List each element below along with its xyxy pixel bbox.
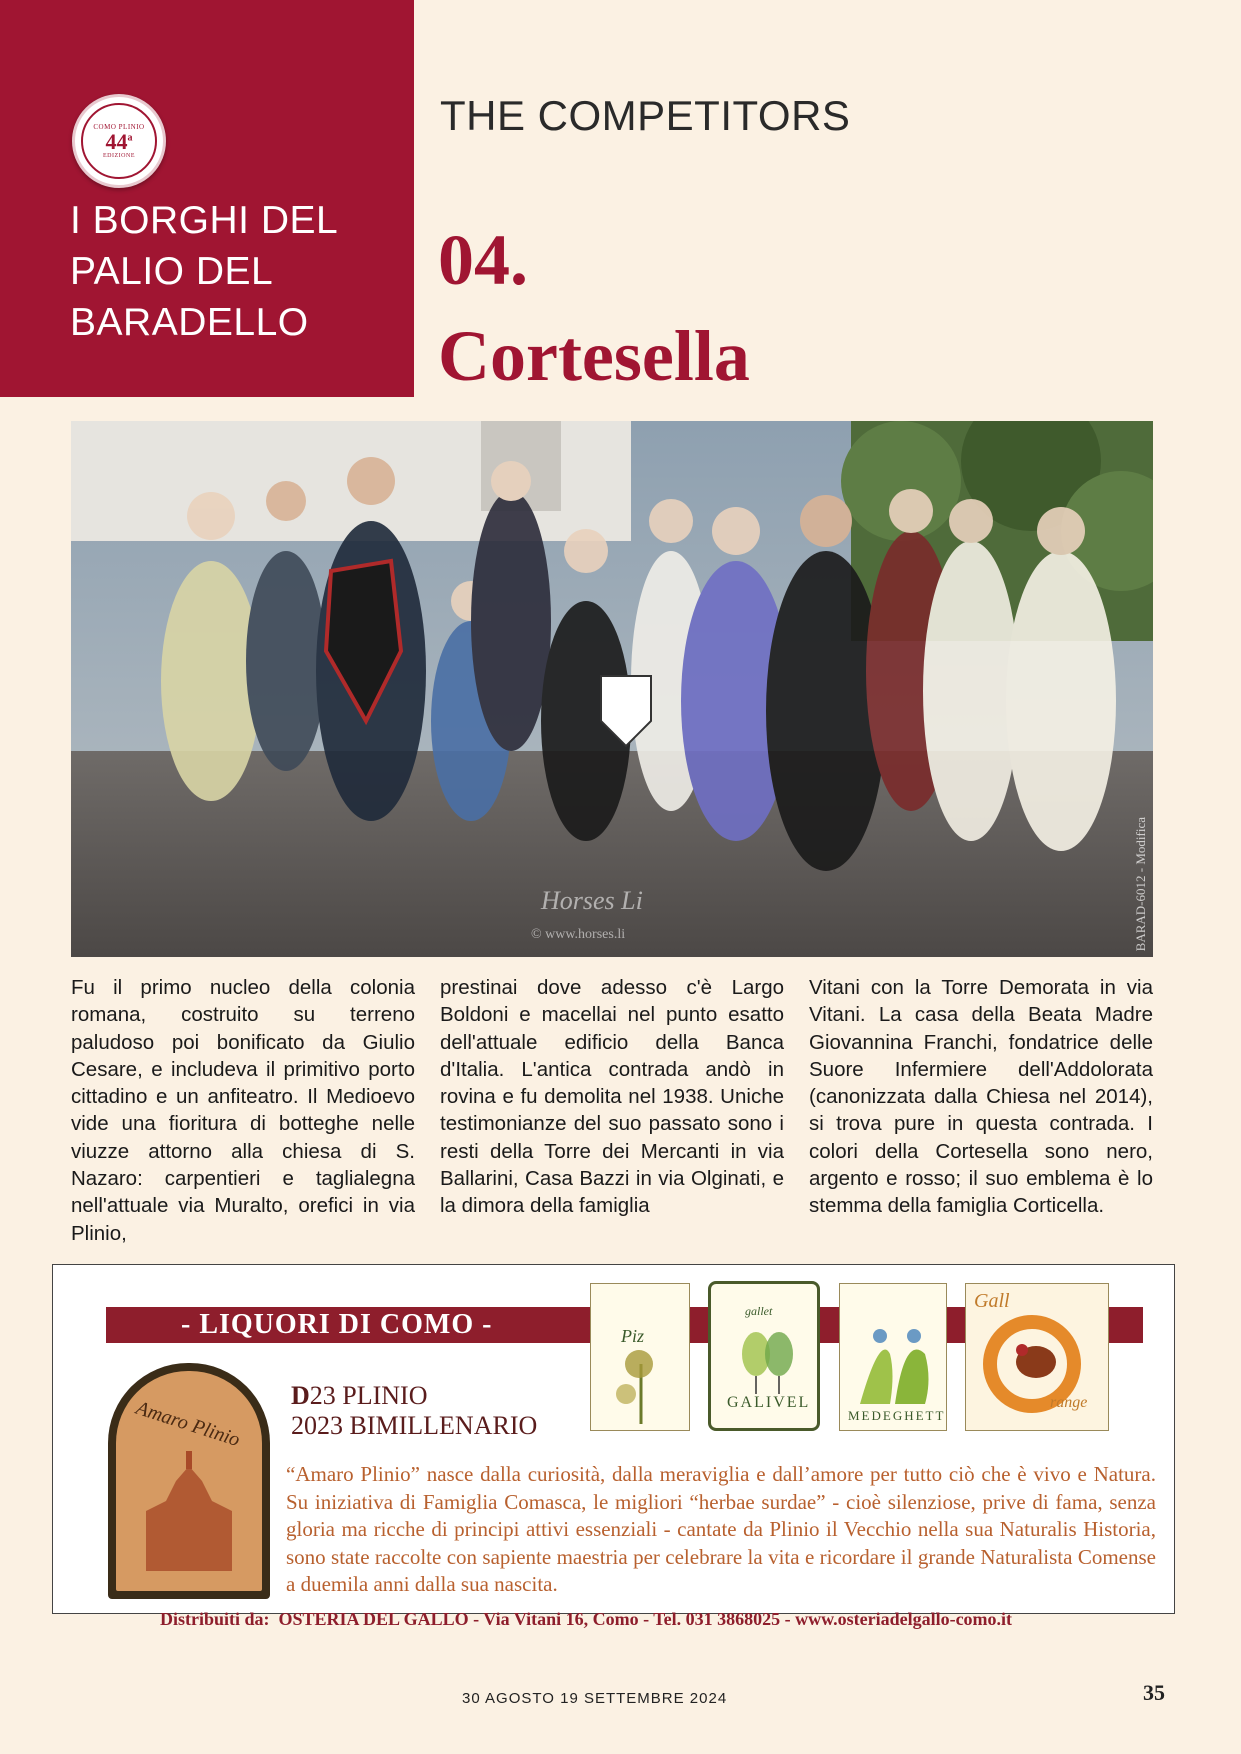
photo-watermark-url: © www.horses.li bbox=[531, 927, 626, 942]
rooster-icon bbox=[966, 1284, 1110, 1432]
badge-top-text: COMO PLINIO bbox=[93, 123, 145, 131]
section-title: I BORGHI DEL PALIO DEL BARADELLO bbox=[70, 199, 337, 344]
cathedral-icon bbox=[116, 1371, 262, 1591]
ad-description: “Amaro Plinio” nasce dalla curiosità, dalla meraviglia e dall’amore per tutto ciò che è vivo e Natura. Su iniziativa di Famiglia Comasca, le migliori “herbae surdae” - cioè silenziose, prive di fama, senza gloria ma ricche di principi attivi essenziali - cantate da Plinio il Vecchio nella sua Naturalis Historia, sono state raccolte con sapiente maestria per celebrare la vita e ricordare il grande Naturalista Comense a duemila anni dalla sua nascita. bbox=[286, 1462, 1156, 1596]
label-piz-name: Piz bbox=[621, 1326, 645, 1346]
label-gall-orange bbox=[965, 1283, 1109, 1431]
group-photo-illustration bbox=[71, 421, 1153, 957]
ad-banner-title: - LIQUORI DI COMO - bbox=[181, 1309, 493, 1340]
ad-distributor bbox=[160, 1609, 1012, 1630]
badge-number-value: 44 bbox=[105, 129, 128, 154]
plinio-logo-mark: D bbox=[291, 1381, 310, 1410]
article-body bbox=[71, 974, 1153, 1247]
kicker: THE COMPETITORS bbox=[440, 92, 851, 139]
label-piz bbox=[590, 1283, 690, 1431]
edition-badge bbox=[72, 94, 166, 188]
distributor-details: OSTERIA DEL GALLO - Via Vitani 16, Como - Tel. 031 3868025 - www.osteriadelgallo-como.it bbox=[278, 1609, 1013, 1629]
amaro-plinio-label-text: Amaro Plinio bbox=[133, 1396, 243, 1452]
article-column-2: prestinai dove adesso c'è Largo Boldoni e macellai nel punto esatto dell'attuale edificio della Banca d'Italia. L'antica contrada andò in rovina e fu demolita nel 1938. Uniche testimonianze del suo passato sono i resti della Torre dei Mercanti in via Ballarini, Casa Bazzi in via Olginati, e la dimora della famiglia bbox=[440, 976, 784, 1218]
label-galivel bbox=[708, 1281, 820, 1431]
amaro-plinio-label-art bbox=[116, 1371, 262, 1591]
label-gall-name: Gall bbox=[974, 1290, 1010, 1312]
distributor-label: Distribuiti da: bbox=[160, 1609, 270, 1629]
badge-number bbox=[106, 131, 133, 153]
plinio-bimillenario-logo bbox=[291, 1381, 537, 1441]
label-orange-name: range bbox=[1050, 1394, 1088, 1411]
article-column-1: Fu il primo nucleo della colonia romana, costruito su terreno paludoso poi bonificato da Giulio Cesare, e includeva il primitivo porto cittadino e un anfiteatro. Il Medioevo vide una fioritura di botteghe nelle viuzze attorno alla chiesa di S. Nazaro: carpentieri e taglialegna nell'attuale via Muralto, orefici in via Plinio, bbox=[71, 976, 415, 1245]
plinio-logo-line-1-text: 23 PLINIO bbox=[309, 1381, 428, 1410]
badge-number-suffix: a bbox=[127, 132, 133, 144]
label-medeghett bbox=[839, 1283, 947, 1431]
advertisement bbox=[52, 1264, 1175, 1629]
plinio-logo-line-2: 2023 BIMILLENARIO bbox=[291, 1411, 538, 1440]
plinio-logo-line-1 bbox=[291, 1381, 537, 1411]
page-number: 35 bbox=[1143, 1680, 1165, 1705]
group-photo bbox=[71, 421, 1153, 957]
article-column-3: Vitani con la Torre Demorata in via Vitani. La casa della Beata Madre Giovannina Franchi, fondatrice delle Suore Infermiere dell'Addolorata (canonizzata dalla Chiesa nel 2014), si trova pure in questa contrada. I colori della Cortesella sono nero, argento e rosso; il suo emblema è lo stemma della famiglia Corticella. bbox=[809, 976, 1153, 1218]
label-galivel-caps: GALIVEL bbox=[727, 1394, 811, 1411]
page-title bbox=[438, 212, 750, 404]
flower-icon bbox=[591, 1284, 691, 1432]
label-galivel-name: gallet bbox=[745, 1304, 773, 1318]
section-header-block bbox=[0, 0, 414, 397]
badge-bottom-text: EDIZIONE bbox=[103, 153, 135, 159]
issue-date: 30 AGOSTO 19 SETTEMBRE 2024 bbox=[462, 1690, 728, 1707]
amaro-plinio-label bbox=[108, 1363, 270, 1599]
photo-watermark: Horses Li bbox=[541, 886, 643, 915]
headline-number: 04. bbox=[438, 220, 528, 300]
label-medeghett-caps: MEDEGHETT bbox=[848, 1408, 946, 1423]
edition-badge-ring bbox=[81, 103, 157, 179]
headline-name: Cortesella bbox=[438, 316, 750, 396]
photo-credit: BARAD-6012 - Modifica bbox=[1133, 816, 1148, 951]
